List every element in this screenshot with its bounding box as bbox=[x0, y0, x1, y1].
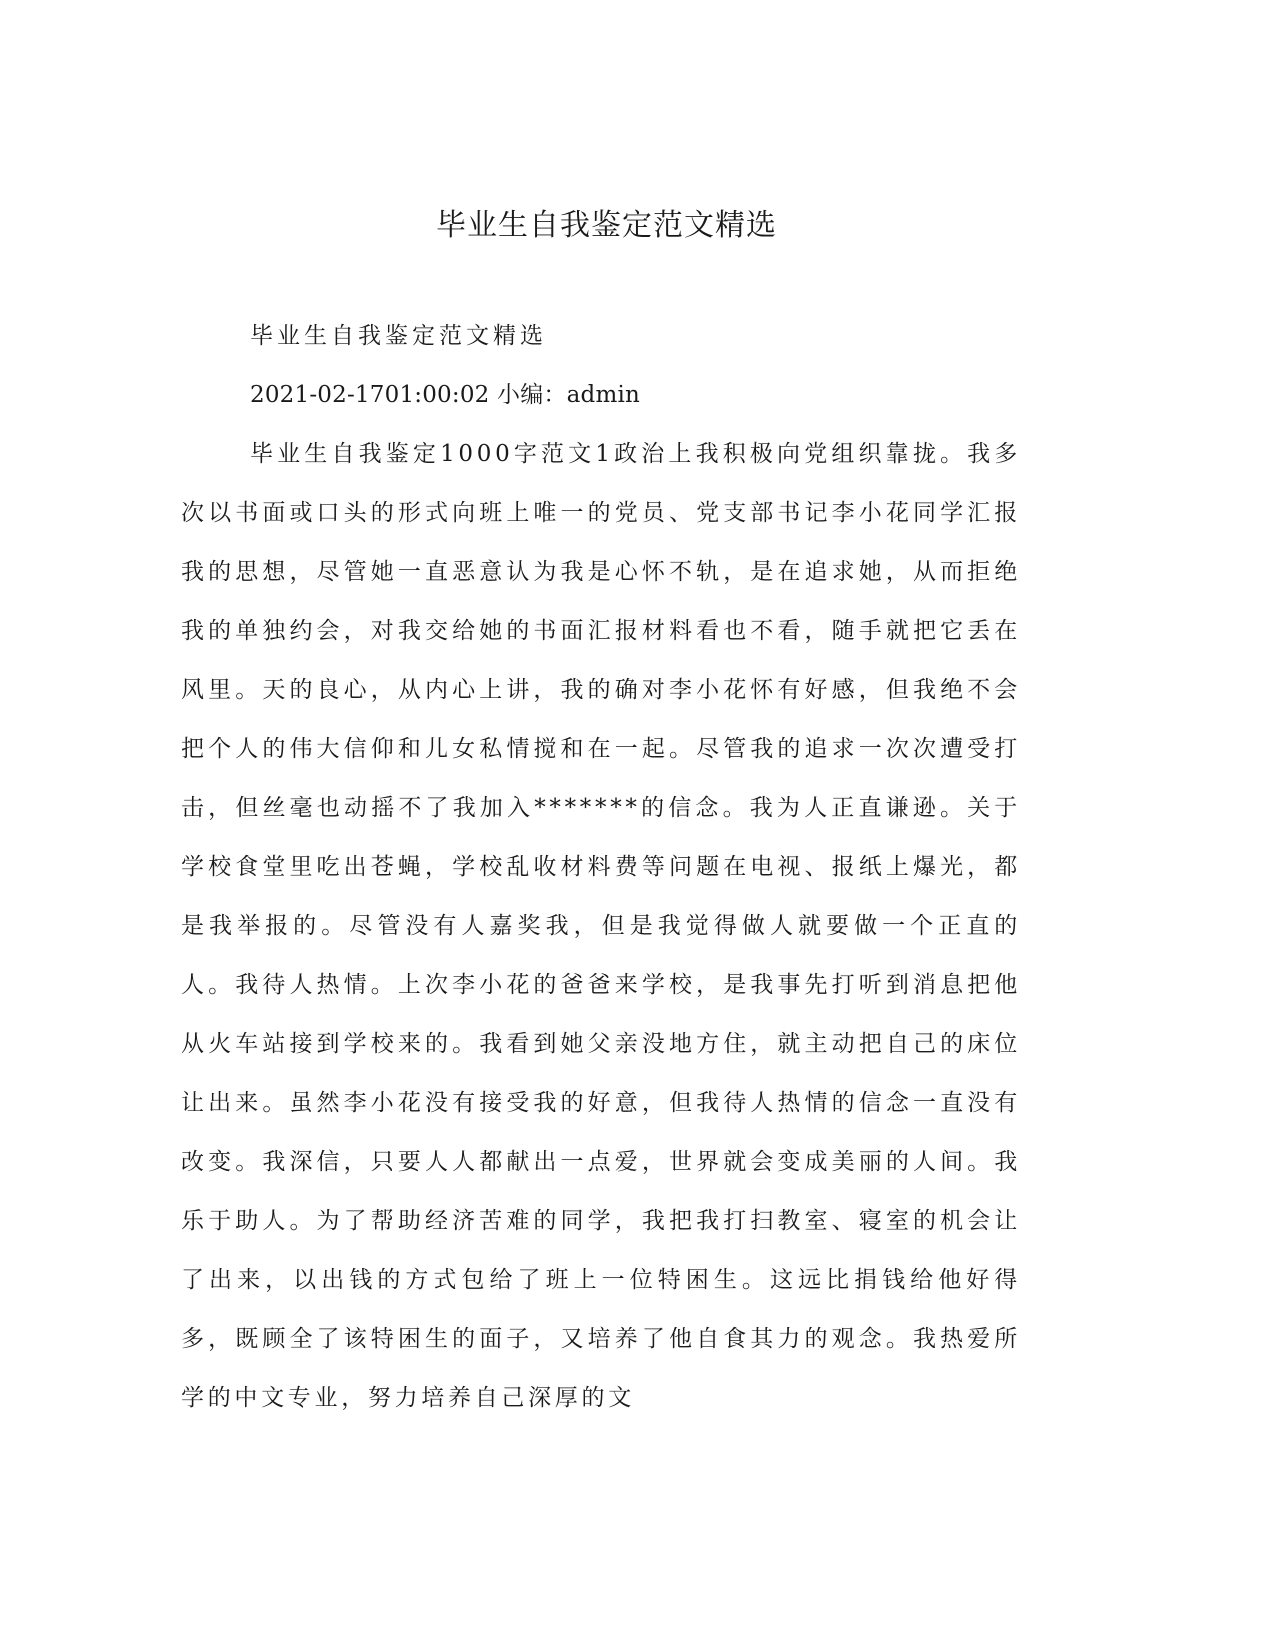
document-body bbox=[181, 307, 1021, 1428]
document-title: 毕业生自我鉴定范文精选 bbox=[436, 208, 777, 243]
document-meta: 2021-02-1701:00:02 小编：admin bbox=[250, 382, 641, 408]
body-paragraph: 毕业生自我鉴定1000字范文1政治上我积极向党组织靠拢。我多次以书面或口头的形式向班上唯一的党员、党支部书记李小花同学汇报我的思想，尽管她一直恶意认为我是心怀不轨，是在追求她，从而拒绝我的单独约会，对我交给她的书面汇报材料看也不看，随手就把它丢在风里。天的良心，从内心上讲，我的确对李小花怀有好感，但我绝不会把个人的伟大信仰和儿女私情搅和在一起。尽管我的追求一次次遭受打击，但丝毫也动摇不了我加入*******的信念。我为人正直谦逊。关于学校食堂里吃出苍蝇，学校乱收材料费等问题在电视、报纸上爆光，都是我举报的。尽管没有人嘉奖我，但是我觉得做人就要做一个正直的人。我待人热情。上次李小花的爸爸来学校，是我事先打听到消息把他从火车站接到学校来的。我看到她父亲没地方住，就主动把自己的床位让出来。虽然李小花没有接受我的好意，但我待人热情的信念一直没有改变。我深信，只要人人都献出一点爱，世界就会变成美丽的人间。我乐于助人。为了帮助经济苦难的同学，我把我打扫教室、寝室的机会让了出来，以出钱的方式包给了班上一位特困生。这远比捐钱给他好得多，既顾全了该特困生的面子，又培养了他自食其力的观念。我热爱所学的中文专业，努力培养自己深厚的文 bbox=[181, 441, 1021, 1411]
document-subtitle: 毕业生自我鉴定范文精选 bbox=[250, 323, 547, 349]
